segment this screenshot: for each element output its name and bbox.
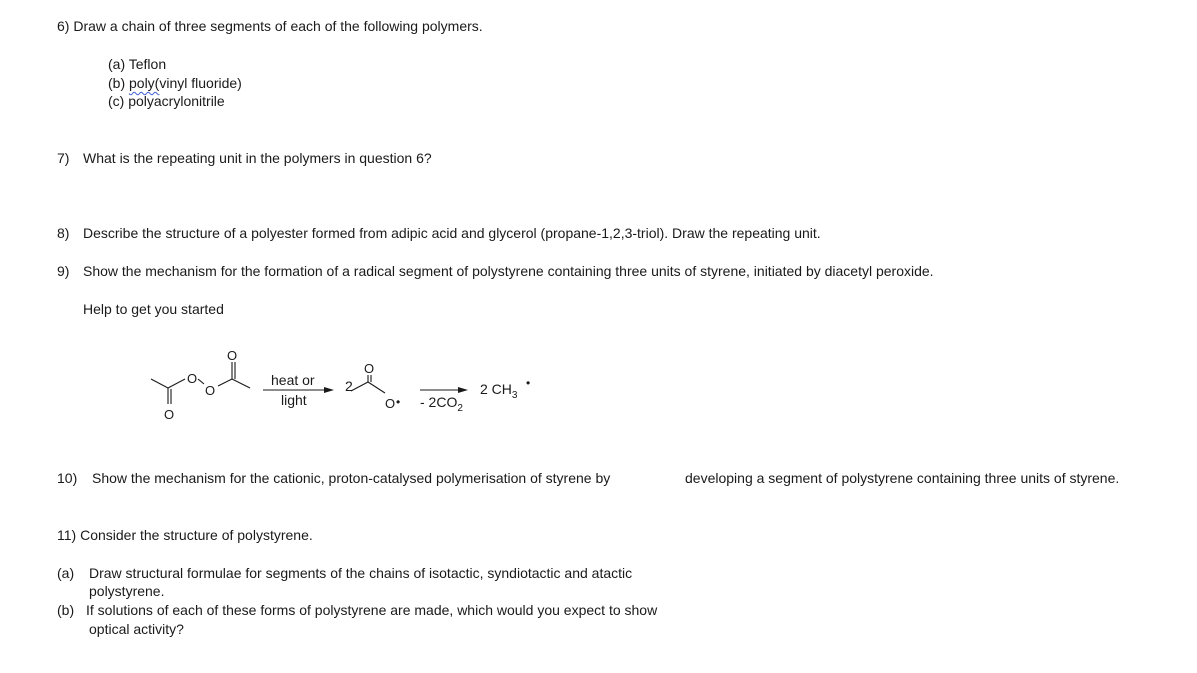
coefficient-2: 2 xyxy=(345,378,353,394)
loss-label-subscript: 2 xyxy=(457,403,463,414)
q6-item-b-prefix: (b) xyxy=(108,75,129,91)
q9-text: Show the mechanism for the formation of a radical segment of polystyrene containing three units of styrene, initiated by diacetyl peroxide. xyxy=(83,263,934,279)
q11-b-label: (b) xyxy=(57,602,75,618)
product-radical-dot: • xyxy=(526,376,531,390)
q6-title: 6) Draw a chain of three segments of each of the following polymers. xyxy=(57,18,483,34)
q11-title: 11) Consider the structure of polystyrene. xyxy=(57,527,313,543)
scheme-atom-o: O xyxy=(227,348,238,363)
loss-label xyxy=(420,394,463,414)
scheme-atom-o: O xyxy=(364,361,375,376)
q7-text: What is the repeating unit in the polymers in question 6? xyxy=(83,150,432,166)
product-label-main: 2 CH xyxy=(480,381,512,397)
q9-number: 9) xyxy=(57,263,70,279)
scheme-atom-o: O xyxy=(385,396,396,411)
spellcheck-underlined-text: poly( xyxy=(129,75,160,91)
arrow1-top-label: heat or xyxy=(271,372,315,388)
q11-b-line2: optical activity? xyxy=(89,621,184,637)
q7-number: 7) xyxy=(57,150,70,166)
reaction-scheme xyxy=(130,340,550,430)
product-label xyxy=(480,381,518,401)
q8-text: Describe the structure of a polyester formed from adipic acid and glycerol (propane-1,2,3-triol). Draw the repeating unit. xyxy=(83,225,821,241)
q10-text-b: developing a segment of polystyrene containing three units of styrene. xyxy=(685,470,1120,486)
q6-item-c: (c) polyacrylonitrile xyxy=(108,93,225,109)
scheme-atom-o: O xyxy=(187,371,198,386)
q10-number: 10) xyxy=(57,470,78,486)
q10-text-a: Show the mechanism for the cationic, proton-catalysed polymerisation of styrene by xyxy=(92,470,611,486)
q11-b-line1: If solutions of each of these forms of polystyrene are made, which would you expect to show xyxy=(86,602,658,618)
q9-help: Help to get you started xyxy=(83,301,224,317)
radical-dot: • xyxy=(396,395,401,409)
loss-label-main: - 2CO xyxy=(420,394,458,410)
scheme-atom-o: O xyxy=(205,383,216,398)
q11-a-label: (a) xyxy=(57,565,75,581)
q11-a-line1: Draw structural formulae for segments of the chains of isotactic, syndiotactic and atactic xyxy=(89,565,633,581)
arrow1-bottom-label: light xyxy=(281,392,307,408)
q6-item-a: (a) Teflon xyxy=(108,56,167,72)
scheme-atom-o: O xyxy=(164,407,175,422)
q8-number: 8) xyxy=(57,225,70,241)
q6-item-b-rest: vinyl fluoride) xyxy=(159,75,242,91)
product-label-subscript: 3 xyxy=(511,390,518,401)
q11-a-line2: polystyrene. xyxy=(89,583,165,599)
q6-item-b xyxy=(108,75,242,92)
